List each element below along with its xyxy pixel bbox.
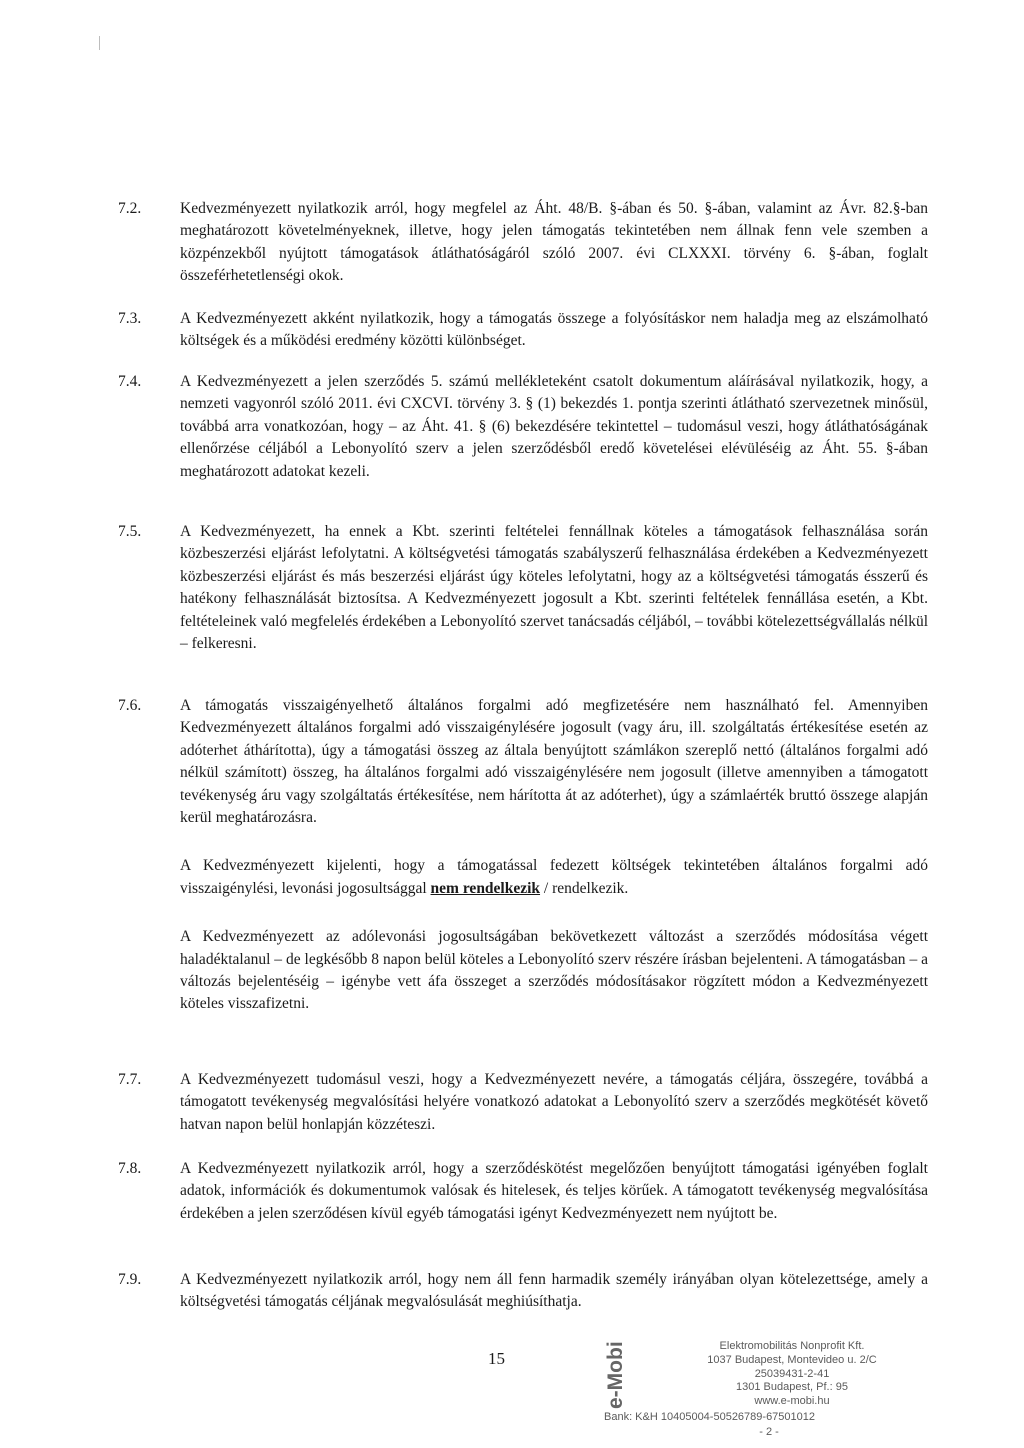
- section-7-5: [118, 521, 928, 655]
- section-7-4: [118, 371, 928, 483]
- vat-declaration: [180, 855, 928, 900]
- stamp-logo: e-Mobi: [604, 1341, 627, 1409]
- declaration-rest: / rendelkezik.: [540, 879, 629, 897]
- section-paragraph: A Kedvezményezett, ha ennek a Kbt. szerinti feltételei fennállnak köteles a támogatások felhasználása során közbeszerzési eljárást lefolytatni. A költségvetési támogatás szabályszerű felhasználása érdekében a Kedvezményezett közbeszerzési eljárást és más beszerzési eljárást úgy köteles lefolytatni, hogy az a költségvetési támogatás ésszerű és hatékony felhasználását biztosítsa. A Kedvezményezett jogosult a Kbt. szerinti feltételek fennállása esetén, a Kbt. feltételeinek való megfelelés érdekében a Lebonyolító szervet tanácsadás céljából, – további kötelezettségvállalás nélkül – felkeresni.: [180, 523, 928, 653]
- section-number: 7.5.: [118, 523, 142, 540]
- section-number: 7.7.: [118, 1071, 142, 1088]
- section-paragraph: A támogatás visszaigényelhető általános forgalmi adó megfizetésére nem használható fel. Amennyiben Kedvezményezett általános forgalmi adó visszaigénylésére jogosult (vagy áru, ill. szolgáltatás értékesítése esetén az adóterhet áthárította), úgy a támogatási összeg az általa benyújtott számlákon szereplő nettó (általános forgalmi adó nélkül számított) összeg, ha általános forgalmi adó visszaigénylésére nem jogosult (illetve amennyiben a támogatott tevékenység áru vagy szolgáltatás értékesítése, nem hárította át az adóterhet), úgy a számlaérték bruttó összege alapján kerül meghatározásra.: [180, 697, 928, 827]
- section-number: 7.8.: [118, 1160, 142, 1177]
- section-7-3: [118, 308, 928, 353]
- stamp-address-block: [667, 1340, 917, 1409]
- section-paragraph: A Kedvezményezett nyilatkozik arról, hogy a szerződéskötést megelőzően benyújtott támogatási igényében foglalt adatok, információk és dokumentumok valósak és hitelesek, és teljes körűek. A támogatott tevékenység megvalósítása érdekében a jelen szerződésen kívül egyéb támogatási igényt Kedvezményezett nem nyújtott be.: [180, 1160, 928, 1222]
- section-7-2: [118, 198, 928, 288]
- section-paragraph: A Kedvezményezett tudomásul veszi, hogy a Kedvezményezett nevére, a támogatás céljára, összegére, továbbá a támogatott tevékenység megvalósítási helyére vonatkozó adatokat a Lebonyolító szerv a szerződés megkötését követő hatvan napon belül honlapján közzéteszi.: [180, 1071, 928, 1133]
- section-number: 7.6.: [118, 697, 142, 714]
- stamp-address: 1037 Budapest, Montevideo u. 2/C: [707, 1353, 877, 1366]
- scan-artifact: [99, 36, 100, 50]
- section-number: 7.3.: [118, 310, 142, 327]
- stamp-bank-account: Bank: K&H 10405004-50526789-67501012: [604, 1411, 816, 1423]
- section-7-8: [118, 1158, 928, 1225]
- section-7-7: [118, 1069, 928, 1136]
- stamp-sub-number: - 2 -: [759, 1426, 779, 1438]
- section-paragraph: Kedvezményezett nyilatkozik arról, hogy megfelel az Áht. 48/B. §-ában és 50. §-ában, valamint az Ávr. 82.§-ban meghatározott követelményeknek, illetve, hogy jelen támogatás tekintetében nem állnak fenn vele szemben a közpénzekből nyújtott támogatások átláthatóságáról szóló 2007. évi CLXXXI. törvény 6. §-ában, foglalt összeférhetetlenségi okok.: [180, 200, 928, 285]
- section-7-9: [118, 1269, 928, 1314]
- stamp-website: www.e-mobi.hu: [754, 1395, 830, 1408]
- section-paragraph: A Kedvezményezett nyilatkozik arról, hogy nem áll fenn harmadik személy irányában olyan kötelezettsége, amely a költségvetési támogatás céljának megvalósulását meghiúsíthatja.: [180, 1271, 928, 1311]
- stamp-company-name: Elektromobilitás Nonprofit Kft.: [719, 1340, 865, 1352]
- company-stamp: [604, 1340, 934, 1438]
- section-7-6: [118, 695, 928, 1016]
- section-number: 7.9.: [118, 1271, 142, 1288]
- declaration-selected-option: nem rendelkezik: [430, 879, 541, 897]
- stamp-po-box: 1301 Budapest, Pf.: 95: [736, 1381, 848, 1394]
- section-number: 7.2.: [118, 200, 142, 217]
- section-paragraph: A Kedvezményezett a jelen szerződés 5. számú mellékleteként csatolt dokumentum aláírásával nyilatkozik, hogy, a nemzeti vagyonról szóló 2011. évi CXCVI. törvény 3. § (1) bekezdés 1. pontja szerinti átlátható szervezetnek minősül, továbbá arra vonatkozóan, hogy – az Áht. 41. § (6) bekezdésére tekintettel – tudomásul veszi, hogy átláthatóságának ellenőrzése céljából a Lebonyolító szerv a jelen szerződésből eredő követelései elévüléséig az Áht. 55. §-ában meghatározott adatokat kezeli.: [180, 373, 928, 480]
- declaration-text: A Kedvezményezett kijelenti, hogy a támogatással fedezett költségek tekintetében általános forgalmi adó visszaigénylési, levonási jogosultsággal: [180, 857, 928, 897]
- page-number: 15: [488, 1349, 505, 1368]
- section-paragraph: A Kedvezményezett az adólevonási jogosultságában bekövetkezett változást a szerződés módosítása végett haladéktalanul – de legkésőbb 8 napon belül köteles a Lebonyolító szerv részére írásban bejelenteni. A támogatásban – a változás bejelentéséig – igénybe vett áfa összeget a szerződés módosításakor rögzített módon a Kedvezményezett köteles visszafizetni.: [180, 928, 928, 1013]
- section-number: 7.4.: [118, 373, 142, 390]
- stamp-tax-number: 25039431-2-41: [754, 1367, 830, 1380]
- section-paragraph: A Kedvezményezett akként nyilatkozik, hogy a támogatás összege a folyósításkor nem haladja meg az elszámolható költségek és a működési eredmény közötti különbséget.: [180, 310, 928, 350]
